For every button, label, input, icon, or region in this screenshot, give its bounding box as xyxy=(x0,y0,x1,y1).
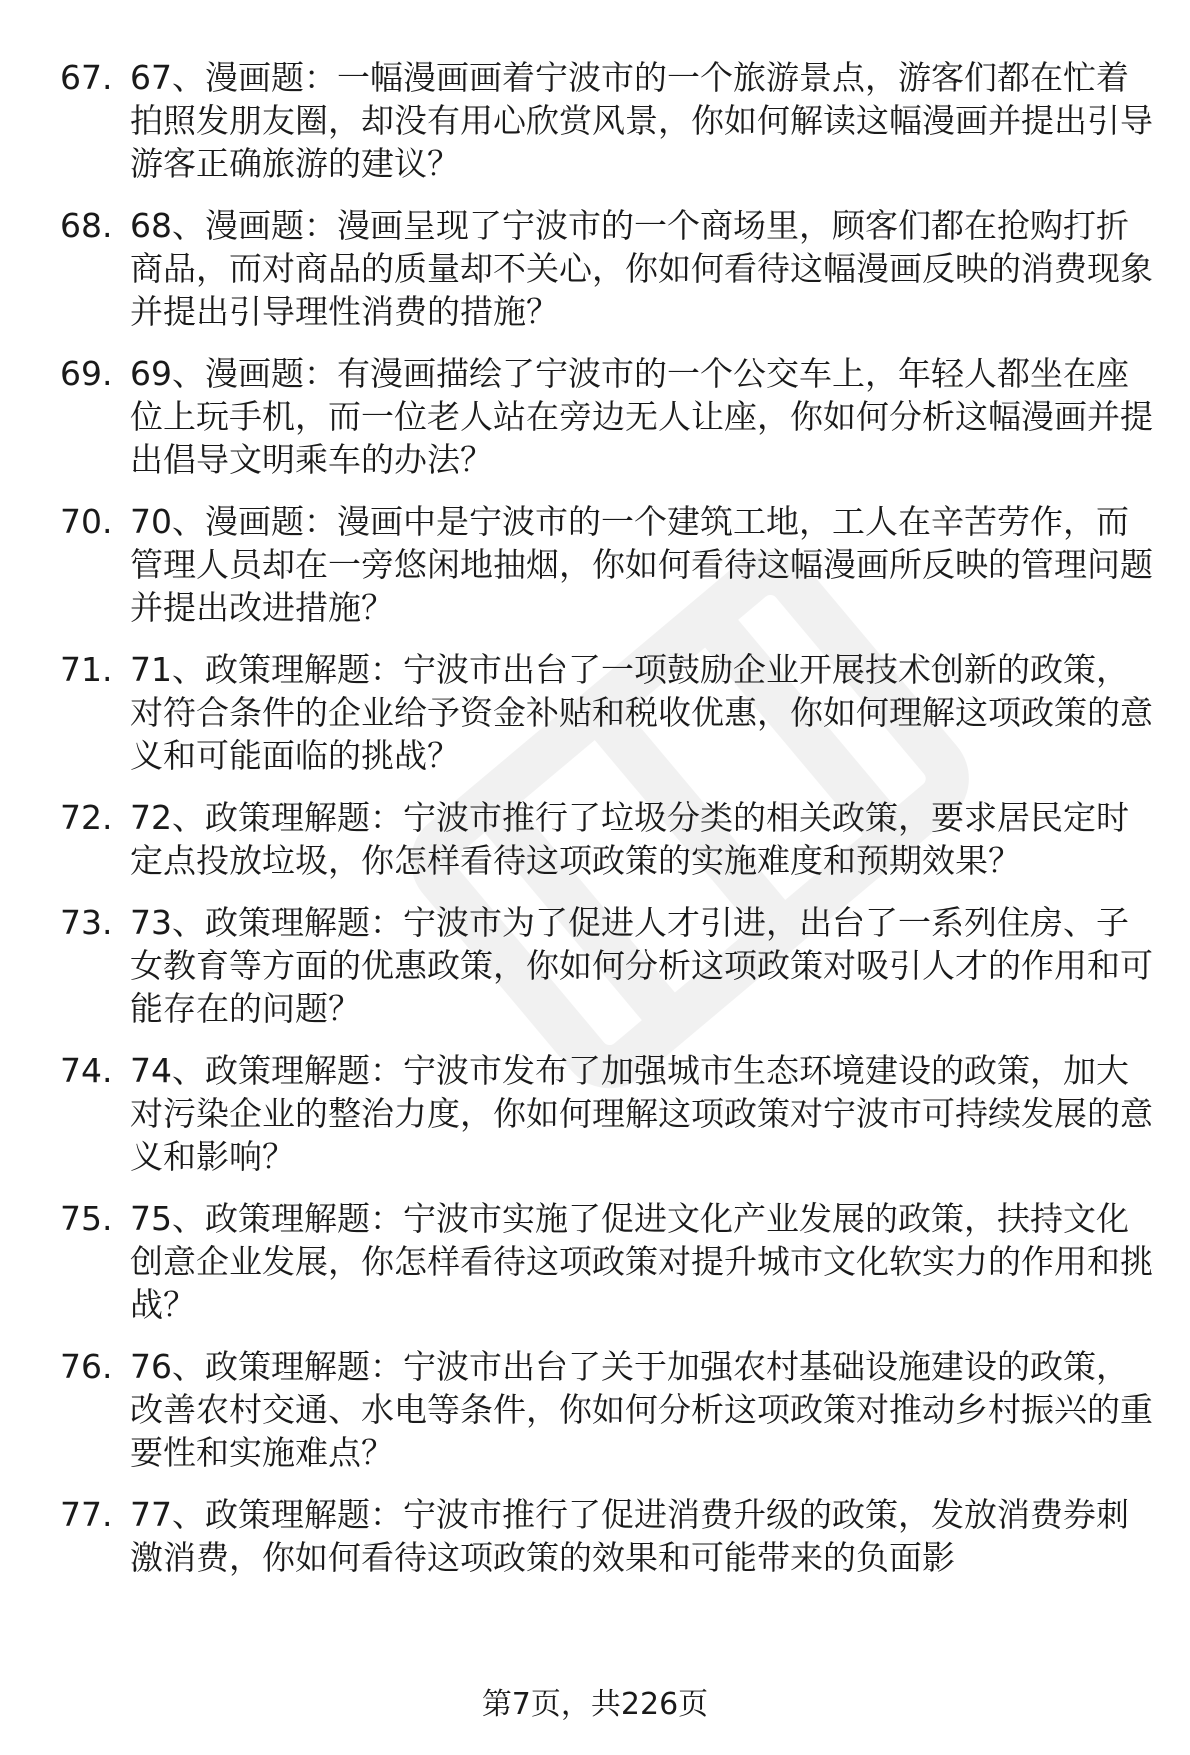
question-number: 73. xyxy=(60,903,113,942)
list-item xyxy=(60,1493,1155,1579)
question-number: 69. xyxy=(60,354,113,393)
question-number: 75. xyxy=(60,1199,113,1238)
list-item xyxy=(60,1345,1155,1474)
question-text: 71、政策理解题：宁波市出台了一项鼓励企业开展技术创新的政策，对符合条件的企业给予资金补贴和税收优惠，你如何理解这项政策的意义和可能面临的挑战？ xyxy=(130,650,1153,775)
question-number: 76. xyxy=(60,1347,113,1386)
question-text: 68、漫画题：漫画呈现了宁波市的一个商场里，顾客们都在抢购打折商品，而对商品的质量却不关心，你如何看待这幅漫画反映的消费现象并提出引导理性消费的措施？ xyxy=(130,206,1153,331)
question-number: 67. xyxy=(60,58,113,97)
question-text: 69、漫画题：有漫画描绘了宁波市的一个公交车上，年轻人都坐在座位上玩手机，而一位老人站在旁边无人让座，你如何分析这幅漫画并提出倡导文明乘车的办法？ xyxy=(130,354,1153,479)
page-number: 第7页，共226页 xyxy=(481,1687,709,1722)
list-item xyxy=(60,901,1155,1030)
question-number: 68. xyxy=(60,206,113,245)
question-text: 73、政策理解题：宁波市为了促进人才引进，出台了一系列住房、子女教育等方面的优惠政策，你如何分析这项政策对吸引人才的作用和可能存在的问题？ xyxy=(130,903,1153,1028)
question-number: 70. xyxy=(60,502,113,541)
question-text: 77、政策理解题：宁波市推行了促进消费升级的政策，发放消费券刺激消费，你如何看待这项政策的效果和可能带来的负面影 xyxy=(130,1495,1129,1577)
list-item xyxy=(60,56,1155,185)
question-text: 72、政策理解题：宁波市推行了垃圾分类的相关政策，要求居民定时定点投放垃圾，你怎样看待这项政策的实施难度和预期效果？ xyxy=(130,798,1129,880)
list-item xyxy=(60,204,1155,333)
question-number: 74. xyxy=(60,1051,113,1090)
question-list xyxy=(60,56,1155,1598)
question-number: 71. xyxy=(60,650,113,689)
list-item xyxy=(60,500,1155,629)
list-item xyxy=(60,796,1155,882)
list-item xyxy=(60,352,1155,481)
question-number: 77. xyxy=(60,1495,113,1534)
question-text: 76、政策理解题：宁波市出台了关于加强农村基础设施建设的政策，改善农村交通、水电等条件，你如何分析这项政策对推动乡村振兴的重要性和实施难点？ xyxy=(130,1347,1153,1472)
question-number: 72. xyxy=(60,798,113,837)
question-text: 67、漫画题：一幅漫画画着宁波市的一个旅游景点，游客们都在忙着拍照发朋友圈，却没有用心欣赏风景，你如何解读这幅漫画并提出引导游客正确旅游的建议？ xyxy=(130,58,1153,183)
question-text: 75、政策理解题：宁波市实施了促进文化产业发展的政策，扶持文化创意企业发展，你怎样看待这项政策对提升城市文化软实力的作用和挑战？ xyxy=(130,1199,1153,1324)
question-text: 74、政策理解题：宁波市发布了加强城市生态环境建设的政策，加大对污染企业的整治力度，你如何理解这项政策对宁波市可持续发展的意义和影响？ xyxy=(130,1051,1153,1176)
list-item xyxy=(60,1197,1155,1326)
list-item xyxy=(60,648,1155,777)
list-item xyxy=(60,1049,1155,1178)
question-text: 70、漫画题：漫画中是宁波市的一个建筑工地，工人在辛苦劳作，而管理人员却在一旁悠闲地抽烟，你如何看待这幅漫画所反映的管理问题并提出改进措施？ xyxy=(130,502,1153,627)
